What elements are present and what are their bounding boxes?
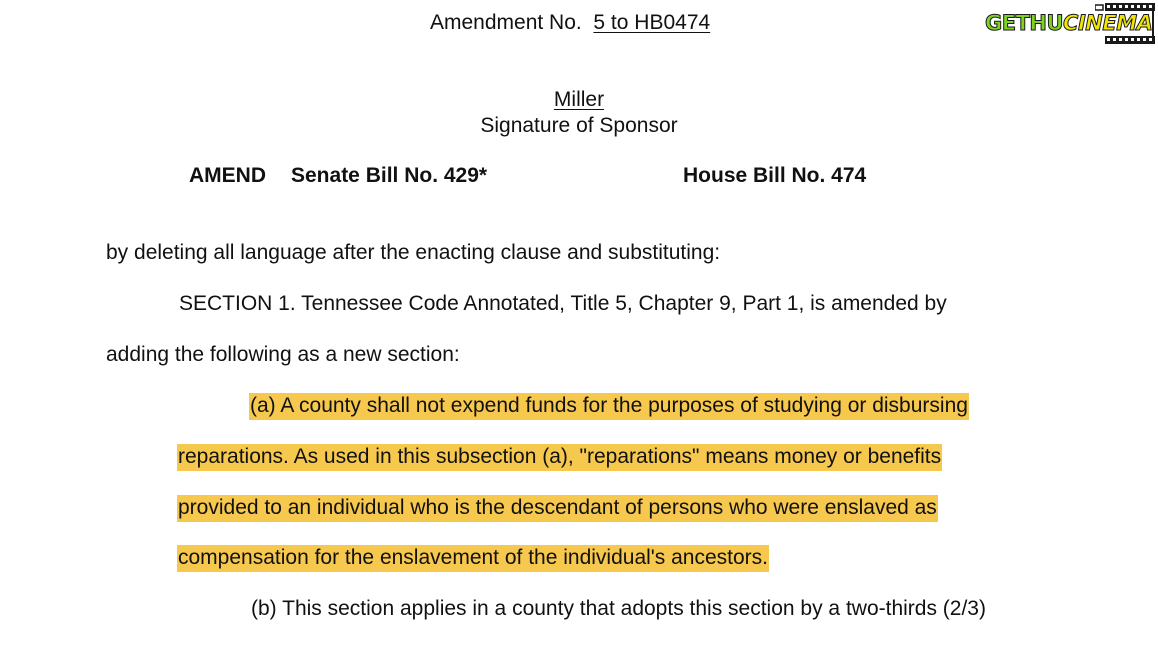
logo-part-cinema: CINEMA bbox=[1063, 11, 1153, 35]
section1-line1: SECTION 1. Tennessee Code Annotated, Title 5, Chapter 9, Part 1, is amended by bbox=[179, 292, 947, 315]
subsection-a-line1 bbox=[249, 393, 969, 419]
highlighted-text: (a) A county shall not expend funds for the purposes of studying or disbursing bbox=[249, 393, 969, 420]
subsection-a-line3 bbox=[177, 495, 938, 521]
amendment-prefix: Amendment No. bbox=[430, 11, 582, 34]
amendment-ref: 5 to HB0474 bbox=[593, 11, 711, 34]
logo-part-gethu: GETHU bbox=[985, 11, 1064, 35]
amend-label: AMEND bbox=[189, 164, 266, 187]
highlighted-text: provided to an individual who is the descendant of persons who were enslaved as bbox=[177, 495, 938, 522]
subsection-a-line4 bbox=[177, 545, 769, 571]
film-camera-icon bbox=[1095, 2, 1157, 46]
senate-bill-number: Senate Bill No. 429* bbox=[291, 164, 488, 187]
subsection-b-line1: (b) This section applies in a county that adopts this section by a two-thirds (2/3) bbox=[251, 597, 986, 620]
sponsor-name-line bbox=[0, 87, 1158, 113]
highlighted-text: compensation for the enslavement of the individual's ancestors. bbox=[177, 545, 769, 572]
section1-line2: adding the following as a new section: bbox=[106, 343, 460, 366]
sponsor-name: Miller bbox=[553, 88, 605, 111]
highlighted-text: reparations. As used in this subsection (a), "reparations" means money or benefits bbox=[177, 444, 942, 471]
house-bill-number: House Bill No. 474 bbox=[683, 164, 867, 187]
sponsor-caption: Signature of Sponsor bbox=[480, 114, 678, 137]
amendment-header bbox=[430, 10, 710, 36]
subsection-a-line2 bbox=[177, 444, 942, 470]
watermark-logo bbox=[985, 2, 1157, 46]
intro-paragraph: by deleting all language after the enacting clause and substituting: bbox=[106, 241, 721, 264]
